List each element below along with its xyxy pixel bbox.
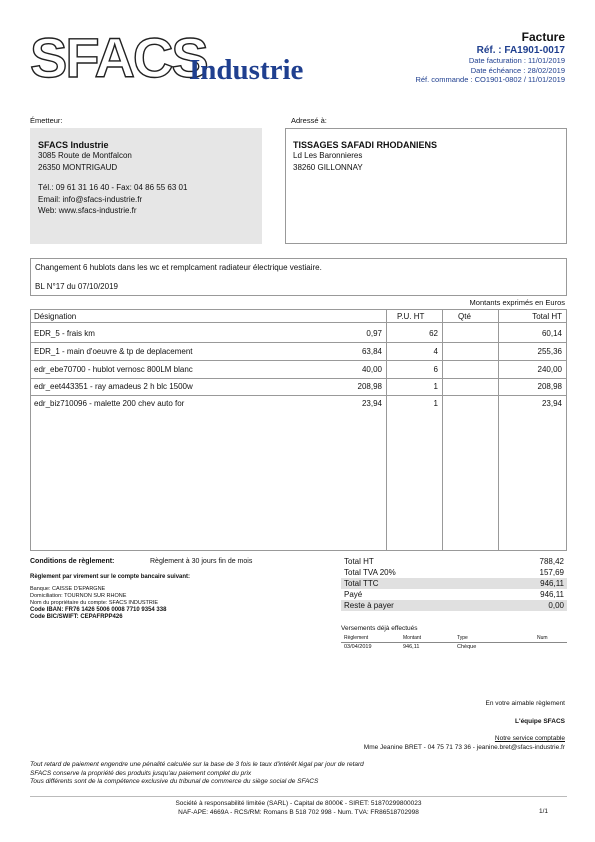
table-row-total: 60,14 [541,329,562,338]
closing-line: En votre aimable règlement [485,700,565,707]
accounting-service: Notre service comptable [494,735,565,742]
payment-type: Chèque [457,644,477,650]
emetteur-address2: 26350 MONTRIGAUD [38,162,118,172]
payment-conditions [30,558,330,622]
paid-row [341,589,567,600]
logo-sfacs-text: SFACS [30,26,207,89]
invoice-date: Date facturation : 11/01/2019 [468,56,565,65]
payments-header-num: Num [537,635,548,641]
bank-bic: Code BIC/SWIFT: CEPAFRPP426 [30,614,123,620]
table-row-pu: 63,84 [361,347,382,356]
company-logo [30,26,320,90]
emetteur-phone: Tél.: 09 61 31 16 40 - Fax: 04 86 55 63 01 [38,183,188,192]
currency-note: Montants exprimés en Euros [469,298,565,307]
payments-header-type: Type [457,635,468,641]
table-row-separator [31,378,566,379]
totals-block [341,556,567,611]
invoice-due-date: Date échéance : 28/02/2019 [470,65,565,75]
delivery-note: BL N°17 du 07/10/2019 [35,282,118,291]
logo-industrie-text: Industrie [189,54,304,86]
table-row-total: 240,00 [537,365,562,374]
remaining-row [341,600,567,611]
description-box [30,258,567,296]
total-tva-row [341,567,567,578]
conditions-label: Conditions de règlement: [30,558,115,565]
total-label: Payé [344,590,363,599]
table-row-total: 208,98 [537,382,562,391]
table-row-total: 23,94 [541,399,562,408]
page-number: 1/1 [538,808,548,815]
table-row-separator [31,360,566,361]
destinataire-address2: 38260 GILLONNAY [293,162,363,172]
table-row-qty: 6 [433,365,438,374]
table-row-qty: 1 [433,399,438,408]
payments-row [341,643,567,651]
total-value: 946,11 [540,579,564,588]
col-designation-border [31,310,387,550]
emetteur-label: Émetteur: [30,116,63,125]
emetteur-email: Email: info@sfacs-industrie.fr [38,194,143,204]
table-row-designation: edr_eet443351 - ray amadeus 2 h blc 1500w [34,382,193,391]
total-label: Total TVA 20% [344,568,396,577]
destinataire-address1: Ld Les Baronnieres [293,151,363,160]
payment-date: 03/04/2019 [344,644,372,650]
payments-header-montant: Montant [403,635,422,641]
bank-name: Banque: CAISSE D'EPARGNE [30,585,106,592]
bank-domiciliation: Domiciliation: TOURNON SUR RHONE [30,592,127,599]
emetteur-address1: 3085 Route de Montfalcon [38,151,132,160]
destinataire-name: TISSAGES SAFADI RHODANIENS [293,140,438,150]
legal-notice [30,761,364,787]
footer-divider [30,796,567,797]
table-row-pu: 208,98 [357,382,382,391]
table-row-separator [31,342,566,343]
accounting-contact: Mme Jeanine BRET - 04 75 71 73 36 - jeanine.bret@sfacs-industrie.fr [363,744,565,751]
order-ref: Réf. commande : CO1901-0802 / 11/01/2019 [415,75,565,84]
col-pu-border [387,310,443,550]
footer-line: Société à responsabilité limitée (SARL) - Capital de 8000€ - SIRET: 51870299800023 [175,800,422,807]
payments-table [341,625,567,651]
total-value: 0,00 [548,601,564,610]
emetteur-box [30,128,262,244]
payments-title: Versements déjà effectués [341,625,418,632]
payments-header-reglement: Règlement [344,635,369,641]
destinataire-label: Adressé à: [291,116,327,125]
bank-iban: Code IBAN: FR76 1426 5006 0008 7710 9354 338 [30,606,167,613]
conditions-value: Règlement à 30 jours fin de mois [150,558,253,565]
total-label: Reste à payer [344,601,394,610]
emetteur-name: SFACS Industrie [38,140,109,150]
table-row-separator [31,395,566,396]
legal-line: Tous différents sont de la compétence exclusive du tribunal de commerce du siège social de SFACS [30,778,319,785]
total-label: Total HT [344,557,374,566]
total-value: 788,42 [539,557,564,566]
bank-owner: Nom du propriétaire du compte: SFACS INDUSTRIE [30,599,159,606]
table-row-pu: 40,00 [361,365,382,374]
header-qty: Qté [458,312,471,321]
emetteur-web: Web: www.sfacs-industrie.fr [38,206,137,215]
footer-line: NAF-APE: 4669A - RCS/RM: Romans B 518 702 998 - Num. TVA: FR86518702998 [178,809,419,816]
table-row-pu: 23,94 [361,399,382,408]
description-text: Changement 6 hublots dans les wc et remplcament radiateur électrique vestiaire. [35,263,322,272]
company-footer [30,799,567,817]
total-value: 946,11 [540,590,564,599]
payments-header-row [341,635,567,643]
virement-title: Règlement par virement sur le compte bancaire suivant: [30,574,191,580]
items-table [30,309,567,551]
legal-line: SFACS conserve la propriété des produits jusqu'au paiement complet du prix [30,769,252,777]
table-row-designation: EDR_5 - frais km [34,329,95,338]
table-row-pu: 0,97 [366,329,382,338]
table-row-qty: 4 [433,347,438,356]
total-value: 157,69 [539,568,564,577]
payment-amount: 946,11 [403,644,420,650]
header-total: Total HT [532,312,562,321]
total-ttc-row [341,578,567,589]
table-row-total: 255,36 [537,347,562,356]
total-ht-row [341,556,567,567]
legal-line: Tout retard de paiement engendre une pénalité calculée sur la base de 3 fois le taux d'intérêt légal par jour de retard [30,761,364,768]
team-signature: L'équipe SFACS [515,718,565,725]
header-pu: P.U. HT [397,312,425,321]
invoice-header [415,30,565,85]
table-row-qty: 1 [433,382,438,391]
table-row-designation: edr_biz710096 - malette 200 chev auto for [34,399,185,408]
table-header-row [31,310,566,323]
col-qty-border [443,310,499,550]
header-designation: Désignation [34,312,77,321]
total-label: Total TTC [344,579,379,588]
destinataire-box [285,128,567,244]
table-row-qty: 62 [429,329,438,338]
table-row-designation: edr_ebe70700 - hublot vernosc 800LM blanc [34,365,193,374]
table-row-designation: EDR_1 - main d'oeuvre & tp de deplacement [34,347,193,356]
invoice-ref: Réf. : FA1901-0017 [476,45,565,56]
invoice-title: Facture [521,30,565,44]
